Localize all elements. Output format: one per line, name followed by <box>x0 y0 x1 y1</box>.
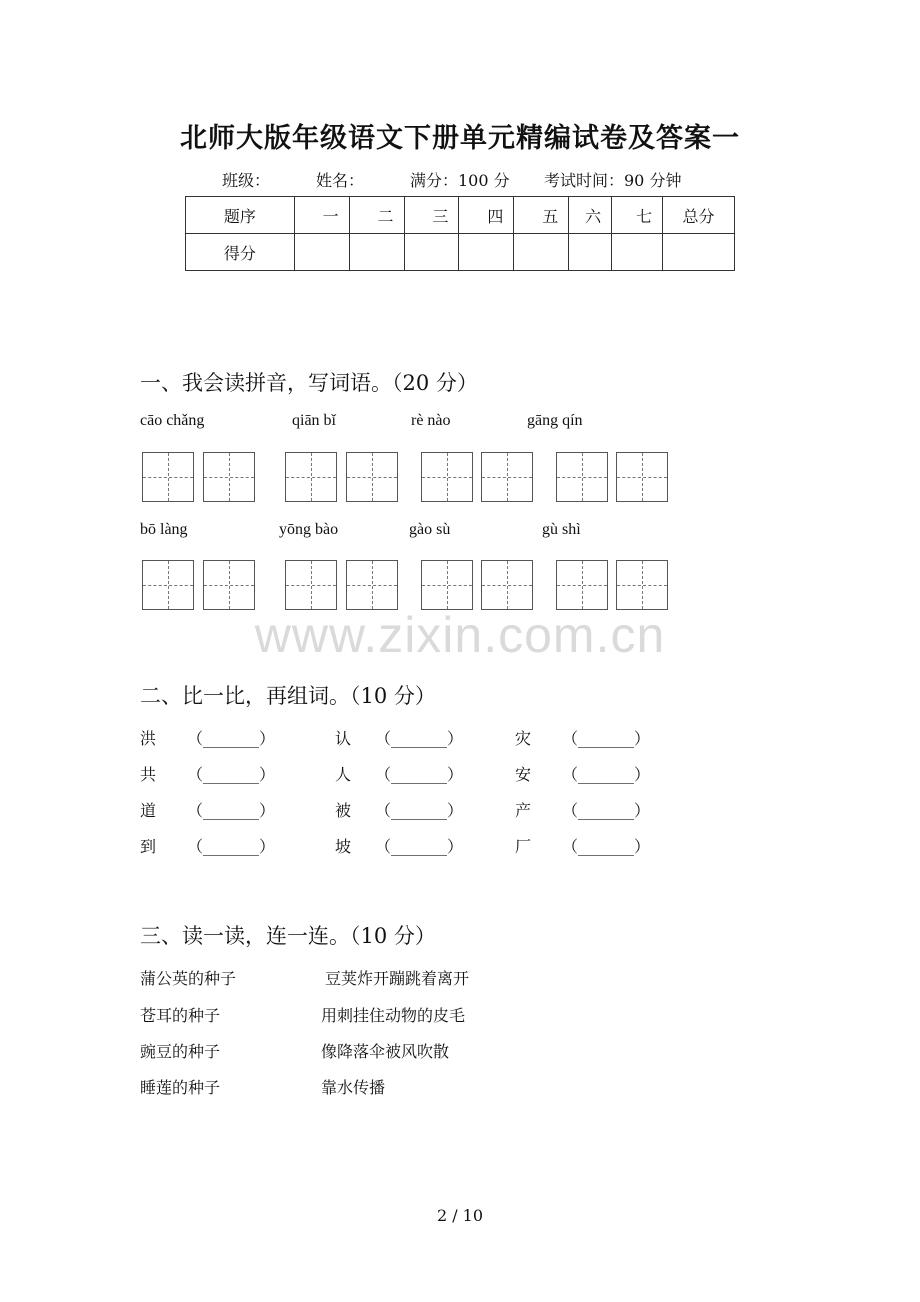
score-cell[interactable] <box>459 234 514 271</box>
score-table-header-row <box>186 197 735 234</box>
char: 到 <box>140 837 157 856</box>
seed-method[interactable]: 豆荚炸开蹦跳着离开 <box>325 969 470 988</box>
section3-title: 三、读一读，连一连。（10 分） <box>140 924 436 948</box>
seed-item[interactable]: 苍耳的种子 <box>140 1006 221 1025</box>
seed-item[interactable]: 蒲公英的种子 <box>140 969 237 988</box>
writing-cell[interactable] <box>481 452 533 502</box>
writing-cell[interactable] <box>285 560 337 610</box>
answer-blank[interactable]: （_______） <box>187 837 276 856</box>
writing-cell[interactable] <box>203 560 255 610</box>
pinyin-4: gāng qín <box>527 412 583 429</box>
writing-cell[interactable] <box>616 560 668 610</box>
char: 坡 <box>335 837 352 856</box>
score-cell[interactable] <box>612 234 663 271</box>
score-header-4: 四 <box>459 197 514 234</box>
score-header-7: 七 <box>612 197 663 234</box>
seed-item[interactable]: 睡莲的种子 <box>140 1078 221 1097</box>
seed-method[interactable]: 用刺挂住动物的皮毛 <box>321 1006 466 1025</box>
writing-cell[interactable] <box>346 452 398 502</box>
writing-cell[interactable] <box>203 452 255 502</box>
char: 厂 <box>515 837 532 856</box>
seed-method[interactable]: 像降落伞被风吹散 <box>321 1042 450 1061</box>
answer-blank[interactable]: （_______） <box>562 729 651 748</box>
score-header-total: 总分 <box>663 197 735 234</box>
answer-blank[interactable]: （_______） <box>562 765 651 784</box>
writing-cell[interactable] <box>285 452 337 502</box>
writing-cell[interactable] <box>142 452 194 502</box>
char: 灾 <box>515 729 532 748</box>
score-header-2: 二 <box>349 197 404 234</box>
score-cell[interactable] <box>404 234 459 271</box>
score-cell[interactable] <box>294 234 349 271</box>
writing-cell[interactable] <box>421 560 473 610</box>
score-header-1: 一 <box>294 197 349 234</box>
writing-cell[interactable] <box>556 560 608 610</box>
section1-title: 一、我会读拼音，写词语。（20 分） <box>140 371 478 395</box>
char: 认 <box>335 729 352 748</box>
writing-cell[interactable] <box>142 560 194 610</box>
char: 道 <box>140 801 157 820</box>
writing-cell[interactable] <box>556 452 608 502</box>
pinyin-7: gào sù <box>409 521 451 538</box>
score-cell[interactable] <box>569 234 612 271</box>
char: 共 <box>140 765 157 784</box>
watermark: www.zixin.com.cn <box>254 607 666 663</box>
full-score: 满分：100 分 <box>410 171 510 190</box>
answer-blank[interactable]: （_______） <box>375 729 464 748</box>
char: 安 <box>515 765 532 784</box>
score-header-3: 三 <box>404 197 459 234</box>
score-header-5: 五 <box>514 197 569 234</box>
char: 产 <box>515 801 532 820</box>
pinyin-8: gù shì <box>542 521 581 538</box>
score-cell[interactable] <box>349 234 404 271</box>
seed-item[interactable]: 豌豆的种子 <box>140 1042 221 1061</box>
score-table-row <box>186 234 735 271</box>
score-cell[interactable] <box>514 234 569 271</box>
score-row-label: 得分 <box>186 234 295 271</box>
score-cell[interactable] <box>663 234 735 271</box>
answer-blank[interactable]: （_______） <box>562 801 651 820</box>
seed-method[interactable]: 靠水传播 <box>321 1078 386 1097</box>
page-number: 2 / 10 <box>436 1206 484 1225</box>
score-header-6: 六 <box>569 197 612 234</box>
pinyin-6: yōng bào <box>279 521 339 538</box>
answer-blank[interactable]: （_______） <box>187 729 276 748</box>
page-title: 北师大版年级语文下册单元精编试卷及答案一 <box>180 123 740 154</box>
section2-title: 二、比一比，再组词。（10 分） <box>140 684 436 708</box>
writing-cell[interactable] <box>421 452 473 502</box>
char: 被 <box>335 801 352 820</box>
pinyin-3: rè nào <box>411 412 451 429</box>
answer-blank[interactable]: （_______） <box>375 801 464 820</box>
pinyin-5: bō làng <box>140 521 188 538</box>
class-label: 班级： <box>222 171 271 190</box>
writing-cell[interactable] <box>481 560 533 610</box>
score-table <box>185 196 735 271</box>
char: 人 <box>335 765 352 784</box>
exam-time: 考试时间：90 分钟 <box>544 171 682 190</box>
pinyin-1: cāo chǎng <box>140 412 205 429</box>
answer-blank[interactable]: （_______） <box>187 765 276 784</box>
pinyin-2: qiān bǐ <box>292 412 336 429</box>
name-label: 姓名： <box>316 171 365 190</box>
answer-blank[interactable]: （_______） <box>562 837 651 856</box>
answer-blank[interactable]: （_______） <box>375 765 464 784</box>
writing-cell[interactable] <box>346 560 398 610</box>
char: 洪 <box>140 729 157 748</box>
writing-cell[interactable] <box>616 452 668 502</box>
answer-blank[interactable]: （_______） <box>187 801 276 820</box>
answer-blank[interactable]: （_______） <box>375 837 464 856</box>
score-header-label: 题序 <box>186 197 295 234</box>
